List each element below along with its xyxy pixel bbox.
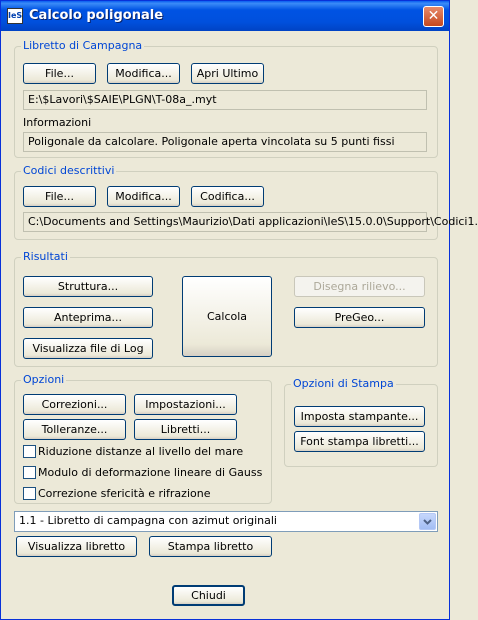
title-bar[interactable] bbox=[1, 1, 449, 31]
riduzione-distanze-label: Riduzione distanze al livello del mare bbox=[38, 445, 244, 458]
calcola-button[interactable]: Calcola bbox=[182, 276, 272, 357]
libretto-select[interactable] bbox=[14, 511, 438, 532]
tolleranze-button[interactable]: Tolleranze... bbox=[23, 419, 126, 440]
riduzione-distanze-checkbox[interactable] bbox=[23, 445, 36, 458]
anteprima-button[interactable]: Anteprima... bbox=[23, 307, 153, 328]
informazioni-label: Informazioni bbox=[23, 116, 92, 129]
window-title: Calcolo poligonale bbox=[29, 8, 164, 23]
visualizza-libretto-button[interactable]: Visualizza libretto bbox=[16, 536, 137, 557]
modulo-gauss-checkbox[interactable] bbox=[23, 466, 36, 479]
opzioni-group-label: Opzioni bbox=[23, 373, 65, 386]
struttura-button[interactable]: Struttura... bbox=[23, 276, 153, 297]
impostazioni-button[interactable]: Impostazioni... bbox=[134, 394, 237, 415]
libretto-file-button[interactable]: File... bbox=[23, 63, 96, 84]
app-icon: IeS bbox=[7, 8, 23, 24]
close-button[interactable] bbox=[423, 6, 444, 27]
close-icon: ✕ bbox=[427, 8, 440, 24]
libretto-path-field: E:\$Lavori\$SAIE\PLGN\T-08a_.myt bbox=[23, 90, 427, 110]
risultati-group-label: Risultati bbox=[23, 250, 68, 263]
visualizza-log-button[interactable]: Visualizza file di Log bbox=[23, 338, 153, 359]
correzioni-button[interactable]: Correzioni... bbox=[23, 394, 126, 415]
codici-path-field: C:\Documents and Settings\Maurizio\Dati applicazioni\IeS\15.0.0\Support\Codici1. bbox=[23, 212, 427, 232]
codifica-button[interactable]: Codifica... bbox=[191, 186, 264, 207]
modulo-gauss-label: Modulo di deformazione lineare di Gauss bbox=[38, 466, 263, 479]
disegna-rilievo-button: Disegna rilievo... bbox=[294, 276, 425, 297]
correzione-sfericita-checkbox[interactable] bbox=[23, 487, 36, 500]
font-stampa-button[interactable]: Font stampa libretti... bbox=[294, 431, 425, 452]
stampa-group-label: Opzioni di Stampa bbox=[293, 377, 394, 390]
chiudi-button[interactable]: Chiudi bbox=[172, 585, 245, 606]
pregeo-button[interactable]: PreGeo... bbox=[294, 307, 425, 328]
informazioni-field: Poligonale da calcolare. Poligonale aperta vincolata su 5 punti fissi bbox=[23, 132, 427, 152]
correzione-sfericita-label: Correzione sfericità e rifrazione bbox=[38, 487, 211, 500]
libretto-modifica-button[interactable]: Modifica... bbox=[107, 63, 180, 84]
libretti-button[interactable]: Libretti... bbox=[134, 419, 237, 440]
stampa-libretto-button[interactable]: Stampa libretto bbox=[149, 536, 272, 557]
libretto-select-value: 1.1 - Libretto di campagna con azimut originali bbox=[19, 514, 277, 527]
libretto-group-label: Libretto di Campagna bbox=[23, 39, 143, 52]
chevron-down-icon[interactable] bbox=[419, 513, 436, 530]
codici-group-label: Codici descrittivi bbox=[23, 164, 115, 177]
imposta-stampante-button[interactable]: Imposta stampante... bbox=[294, 406, 425, 427]
codici-file-button[interactable]: File... bbox=[23, 186, 96, 207]
apri-ultimo-button[interactable]: Apri Ultimo bbox=[191, 63, 264, 84]
codici-modifica-button[interactable]: Modifica... bbox=[107, 186, 180, 207]
